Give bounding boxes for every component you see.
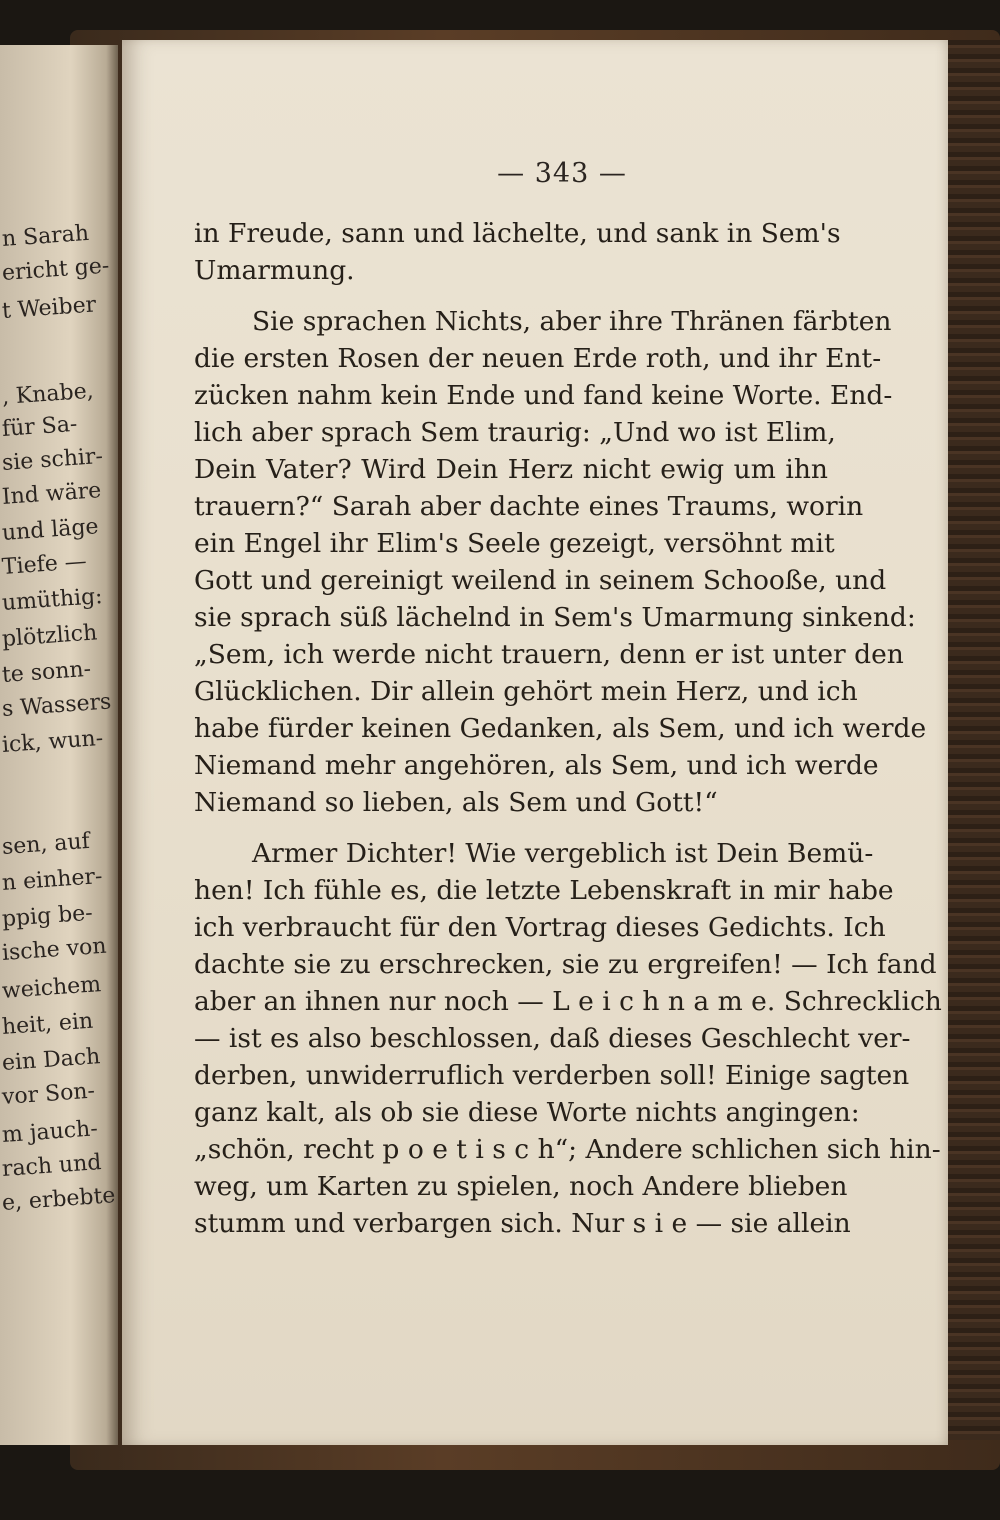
left-page-fragment: ppig be- xyxy=(1,900,94,932)
text-line: Armer Dichter! Wie vergeblich ist Dein Bemü- xyxy=(252,838,874,869)
left-page-fragment: sen, auf xyxy=(1,828,91,860)
text-line: derben, unwiderruflich verderben soll! Einige sagten xyxy=(194,1060,910,1091)
text-line: trauern?“ Sarah aber dachte eines Traums, worin xyxy=(194,491,864,522)
text-line: weg, um Karten zu spielen, noch Andere blieben xyxy=(194,1171,848,1202)
left-page-fragment: ericht ge- xyxy=(1,253,111,286)
text-line: — ist es also beschlossen, daß dieses Geschlecht ver- xyxy=(194,1023,911,1054)
left-page-fragment: und läge xyxy=(1,514,100,546)
text-line: Glücklichen. Dir allein gehört mein Herz, und ich xyxy=(194,676,858,707)
left-page-fragment: ein Dach xyxy=(1,1044,102,1076)
left-page-fragment: Ind wäre xyxy=(1,478,103,510)
right-page xyxy=(122,40,948,1445)
left-page-fragment: umüthig: xyxy=(1,584,104,616)
left-page-fragment: t Weiber xyxy=(1,292,97,324)
left-page-fragment: te sonn- xyxy=(1,656,92,688)
cover-edge xyxy=(940,40,1000,1440)
text-line: hen! Ich fühle es, die letzte Lebenskraft in mir habe xyxy=(194,875,894,906)
left-page-fragment: e, erbebte xyxy=(1,1183,117,1216)
left-page-fragment: heit, ein xyxy=(1,1008,94,1040)
text-line: lich aber sprach Sem traurig: „Und wo ist Elim, xyxy=(194,417,836,448)
text-line: zücken nahm kein Ende und fand keine Worte. End- xyxy=(194,380,893,411)
left-page-fragment: m jauch- xyxy=(1,1116,99,1148)
text-line: sie sprach süß lächelnd in Sem's Umarmung sinkend: xyxy=(194,602,916,633)
left-page-fragment: s Wassers xyxy=(1,689,113,722)
text-line: stumm und verbargen sich. Nur s i e — sie allein xyxy=(194,1208,851,1239)
text-line: ich verbraucht für den Vortrag dieses Gedichts. Ich xyxy=(194,912,886,943)
text-line: dachte sie zu erschrecken, sie zu ergreifen! — Ich fand xyxy=(194,949,937,980)
text-line: Sie sprachen Nichts, aber ihre Thränen färbten xyxy=(252,306,892,337)
page-number: — 343 — xyxy=(497,158,627,189)
text-line: Niemand so lieben, als Sem und Gott!“ xyxy=(194,787,718,818)
text-line: Umarmung. xyxy=(194,255,355,286)
left-page-fragment: n Sarah xyxy=(1,220,90,252)
text-line: „Sem, ich werde nicht trauern, denn er ist unter den xyxy=(194,639,904,670)
left-page-fragment: Tiefe — xyxy=(1,549,88,580)
page-text xyxy=(194,215,942,1242)
left-page-fragment: sie schir- xyxy=(1,443,104,476)
text-line: Dein Vater? Wird Dein Herz nicht ewig um ihn xyxy=(194,454,828,485)
text-line: die ersten Rosen der neuen Erde roth, und ihr Ent- xyxy=(194,343,882,374)
left-page-fragment: ick, wun- xyxy=(1,725,104,758)
text-line: Gott und gereinigt weilend in seinem Schooße, und xyxy=(194,565,887,596)
text-line: ganz kalt, als ob sie diese Worte nichts angingen: xyxy=(194,1097,860,1128)
left-page-fragment: n einher- xyxy=(1,864,104,896)
left-page-fragment: ische von xyxy=(1,933,108,966)
left-page-fragment: weichem xyxy=(1,972,102,1004)
left-page-fragment: plötzlich xyxy=(1,620,98,652)
text-line: „schön, recht p o e t i s c h“; Andere schlichen sich hin- xyxy=(194,1134,941,1165)
text-line: ein Engel ihr Elim's Seele gezeigt, versöhnt mit xyxy=(194,528,835,559)
text-line: in Freude, sann und lächelte, und sank in Sem's xyxy=(194,218,841,249)
left-page-fragment: , Knabe, xyxy=(1,378,95,410)
left-page-fragment: für Sa- xyxy=(1,411,79,442)
left-page-fragment: rach und xyxy=(1,1150,103,1182)
text-line: Niemand mehr angehören, als Sem, und ich werde xyxy=(194,750,879,781)
left-page xyxy=(0,45,118,1445)
text-line: aber an ihnen nur noch — L e i c h n a m e. Schrecklich xyxy=(194,986,942,1017)
left-page-fragment: vor Son- xyxy=(1,1078,96,1110)
text-line: habe fürder keinen Gedanken, als Sem, und ich werde xyxy=(194,713,927,744)
